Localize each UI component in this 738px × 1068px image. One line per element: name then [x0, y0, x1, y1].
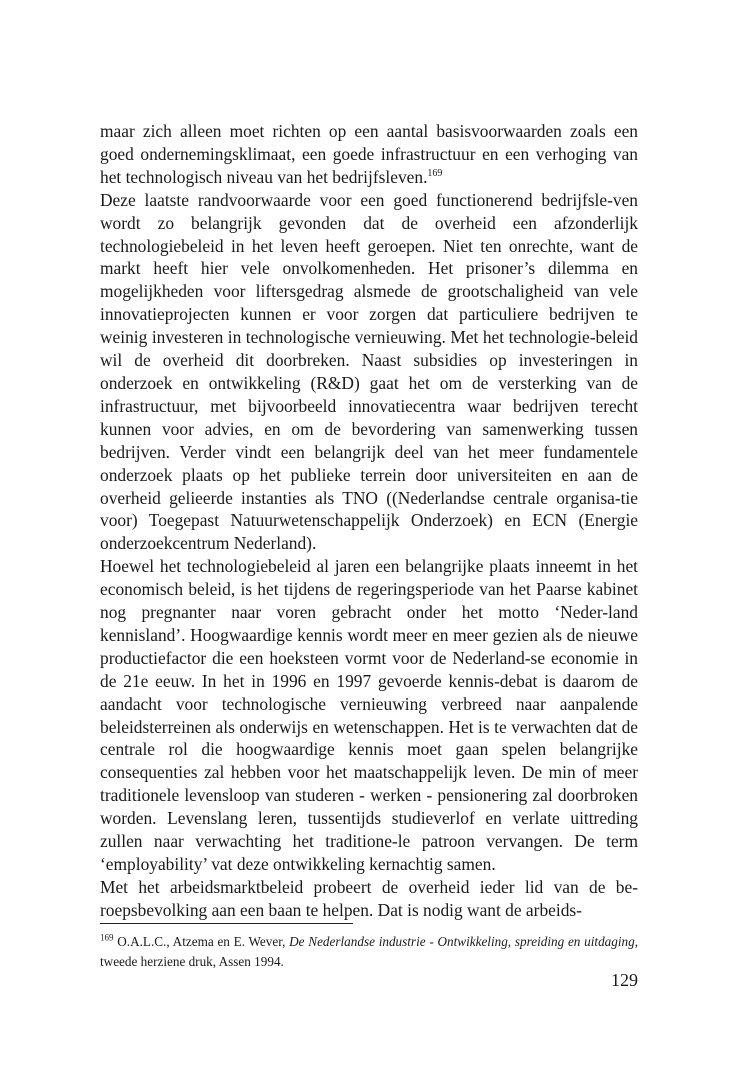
- paragraph-1: [100, 120, 638, 189]
- paragraph-1-text: maar zich alleen moet richten op een aantal basisvoorwaarden zoals een goed ondernemingsklimaat, een goede infrastructuur en een verhoging van het technologisch niveau van het bedrijfsleven.: [100, 121, 638, 187]
- paragraph-4: Met het arbeidsmarktbeleid probeert de overheid ieder lid van de be-roepsbevolking aan een baan te helpen. Dat is nodig want de arbeids-: [100, 876, 638, 920]
- footnote-divider: [100, 923, 353, 924]
- footnote-title: De Nederlandse industrie - Ontwikkeling, spreiding en uitdaging: [289, 934, 635, 949]
- footnote-reference[interactable]: 169: [427, 168, 443, 180]
- page-body: [100, 120, 638, 922]
- page-number: 129: [611, 970, 638, 990]
- footnote-number: 169: [100, 932, 114, 943]
- footnote-details: , tweede herziene druk, Assen 1994.: [100, 934, 639, 969]
- footnote: [100, 932, 638, 972]
- footnote-authors: O.A.L.C., Atzema en E. Wever,: [117, 934, 286, 949]
- paragraph-3: Hoewel het technologiebeleid al jaren een belangrijke plaats inneemt in het economisch beleid, is het tijdens de regeringsperiode van het Paarse kabinet nog pregnanter naar voren gebracht onder het motto ‘Neder-land kennisland’. Hoogwaardige kennis wordt meer en meer gezien als de nieuwe productiefactor die een hoeksteen vormt voor de Nederland-se economie in de 21e eeuw. In het in 1996 en 1997 gevoerde kennis-debat is daarom de aandacht voor technologische vernieuwing verbreed naar aanpalende beleidsterreinen als onderwijs en wetenschappen. Het is te verwachten dat de centrale rol die hoogwaardige kennis moet gaan spelen belangrijke consequenties zal hebben voor het maatschappelijk leven. De min of meer traditionele levensloop van studeren - werken - pensionering zal doorbroken worden. Levenslang leren, tussentijds studieverlof en verlate uittreding zullen naar verwachting het traditione-le patroon vervangen. De term ‘employability’ vat deze ontwikkeling kernachtig samen.: [100, 556, 638, 874]
- paragraph-2: Deze laatste randvoorwaarde voor een goed functionerend bedrijfsle-ven wordt zo belangrijk gevonden dat de overheid een afzonderlijk technologiebeleid in het leven heeft geroepen. Niet ten onrechte, want de markt heeft hier vele onvolkomenheden. Het prisoner’s dilemma en mogelijkheden voor liftersgedrag alsmede de grootschaligheid van vele innovatieprojecten kunnen er voor zorgen dat particuliere bedrijven te weinig investeren in technologische vernieuwing. Met het technologie-beleid wil de overheid dit doorbreken. Naast subsidies op investeringen in onderzoek en ontwikkeling (R&D) gaat het om de versterking van de infrastructuur, met bijvoorbeeld innovatiecentra waar bedrijven terecht kunnen voor advies, en om de bevordering van samenwerking tussen bedrijven. Verder vindt een belangrijk deel van het meer fundamentele onderzoek plaats op het publieke terrein door universiteiten en aan de overheid gelieerde instanties als TNO ((Nederlandse centrale organisa-tie voor) Toegepast Natuurwetenschappelijk Onderzoek) en ECN (Energie onderzoekcentrum Nederland).: [100, 189, 638, 554]
